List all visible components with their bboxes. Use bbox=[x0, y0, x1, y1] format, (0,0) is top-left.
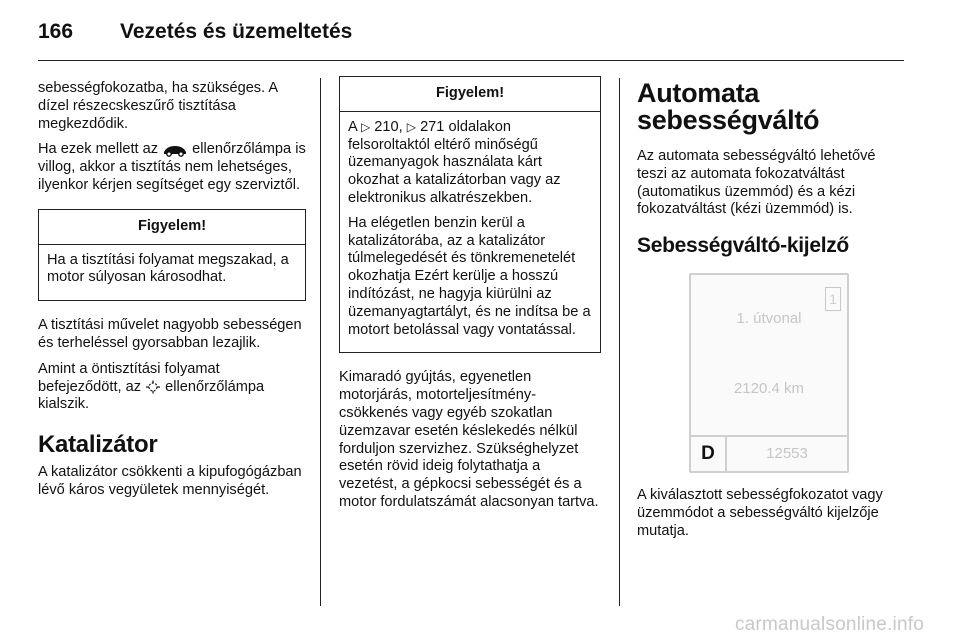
paragraph-4: Amint a öntisztítási folyamat befejeződött, az ellenőrzőlámpa kialszik. bbox=[38, 360, 265, 413]
warning-text: Ha a tisztítási folyamat megszakad, a motor súlyosan károsodhat. bbox=[47, 251, 289, 286]
transmission-display bbox=[689, 273, 849, 473]
warning-title: Figyelem! bbox=[340, 77, 600, 112]
column-divider-1 bbox=[320, 78, 321, 606]
page-title: Vezetés és üzemeltetés bbox=[120, 20, 353, 43]
reference-arrow-icon: ▷ bbox=[361, 119, 371, 134]
paragraph-2: A kiválasztott sebességfokozatot vagy üzemmódot a sebességváltó kijelzője mutatja. bbox=[637, 486, 883, 539]
display-gear: D bbox=[691, 437, 727, 471]
warning-box-1 bbox=[38, 209, 306, 301]
warning-box-2 bbox=[339, 76, 601, 353]
display-bottom-bar bbox=[691, 435, 847, 471]
warning-text-2: Ha elégetlen benzin kerül a katalizátorába, az a katalizátor túlmelegedését és tönkremenetelét okozhatja Ezért kerülje a hosszú indítózást, ne hagyja kiürülni az üzemanyagtartályt, és ne indítsa be a motort betolással vagy vontatással. bbox=[348, 214, 591, 338]
diesel-particle-filter-icon bbox=[162, 143, 188, 157]
watermark: carmanualsonline.info bbox=[734, 614, 924, 635]
paragraph-1: Kimaradó gyújtás, egyenetlen motorjárás, motorteljesítmény-csökkenés vagy egyéb szokatlan üzemzavar esetén késlekedés nélkül forduljon szervizhez. Szükséghelyzet esetén rövid ideig folytathatja a vezetést, a gépkocsi sebességét és a motor fordulatszámát alacsonyan tartva. bbox=[339, 369, 599, 510]
paragraph-3: A tisztítási művelet nagyobb sebességen és terheléssel gyorsabban lezajlik. bbox=[38, 317, 302, 351]
display-distance: 2120.4 km bbox=[733, 379, 805, 397]
paragraph-1: Az automata sebességváltó lehetővé teszi az automata fokozatváltást (automatikus üzemmód) és a kézi fokozatváltást (kézi üzemmód) is. bbox=[637, 148, 876, 218]
display-tab-indicator: 1 bbox=[825, 287, 841, 311]
section-heading-automata: Automata sebességváltó bbox=[637, 78, 820, 135]
display-trip-label: 1. útvonal bbox=[736, 309, 802, 327]
section-heading-katalizator: Katalizátor bbox=[38, 431, 158, 459]
paragraph-1: sebességfokozatba, ha szükséges. A dízel részecskeszűrő tisztítása megkezdődik. bbox=[38, 80, 278, 132]
column-2 bbox=[339, 76, 601, 520]
column-1 bbox=[38, 80, 306, 508]
warning-text-1: A ▷ 210, ▷ 271 oldalakon felsoroltaktól eltérő minőségű üzemanyagok használata kárt okozhat a katalizátorban vagy az elektronikus alkatrészekben. bbox=[348, 118, 561, 206]
subsection-heading-kijelzo: Sebességváltó-kijelző bbox=[637, 234, 849, 258]
warning-title: Figyelem! bbox=[39, 210, 305, 245]
reference-arrow-icon: ▷ bbox=[406, 119, 416, 134]
filter-warning-icon bbox=[145, 380, 161, 394]
paragraph-5: A katalizátor csökkenti a kipufogógázban lévő káros vegyületek mennyiségét. bbox=[38, 464, 302, 498]
column-3 bbox=[637, 80, 909, 548]
paragraph-2: Ha ezek mellett az ellenőrzőlámpa is villog, akkor a tisztítás nem lehetséges, ilyenkor kérjen segítséget egy szerviztől. bbox=[38, 141, 306, 193]
display-odometer: 12553 bbox=[766, 444, 808, 462]
header-rule bbox=[38, 60, 904, 61]
column-divider-2 bbox=[619, 78, 620, 606]
page-number: 166 bbox=[38, 20, 74, 43]
